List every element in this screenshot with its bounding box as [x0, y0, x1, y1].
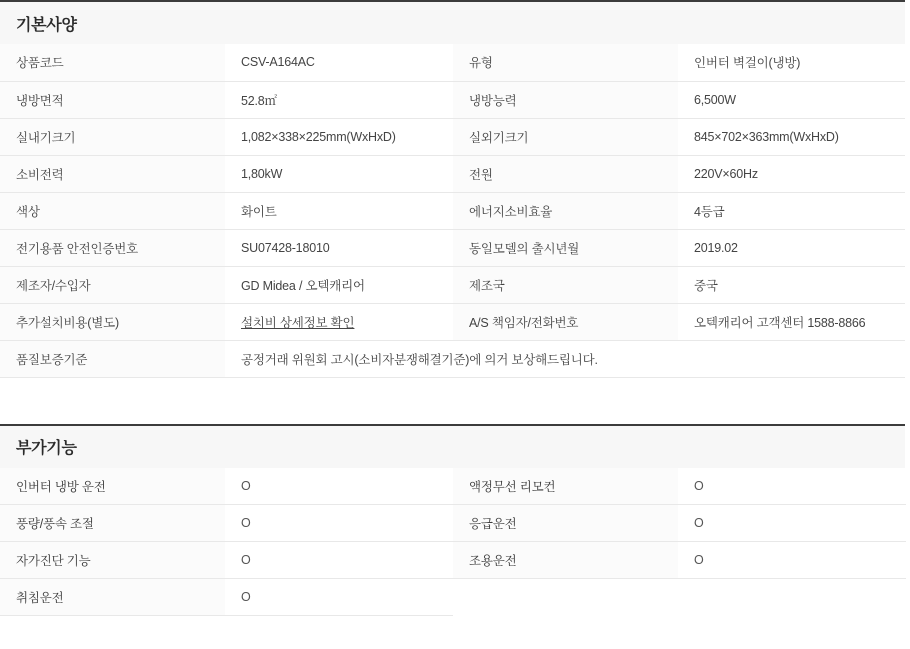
spec-label: 소비전력 [0, 155, 225, 192]
spec-label: 에너지소비효율 [453, 192, 678, 229]
spec-label: 제조자/수입자 [0, 266, 225, 303]
feature-value: O [225, 579, 453, 616]
spec-value: GD Midea / 오텍캐리어 [225, 266, 453, 303]
feature-value: O [225, 468, 453, 505]
spec-label: 동일모델의 출시년월 [453, 229, 678, 266]
spec-label: 유형 [453, 44, 678, 81]
feature-label: 조용운전 [453, 542, 678, 579]
spec-value: 52.8㎡ [225, 81, 453, 118]
spec-label: 냉방능력 [453, 81, 678, 118]
section-title: 기본사양 [16, 16, 77, 34]
spec-value: 화이트 [225, 192, 453, 229]
table-row [0, 266, 905, 303]
table-row [0, 340, 905, 377]
table-row [0, 303, 905, 340]
table-row [0, 81, 905, 118]
feature-label: 액정무선 리모컨 [453, 468, 678, 505]
table-row [0, 229, 905, 266]
spec-label: 상품코드 [0, 44, 225, 81]
feature-label: 응급운전 [453, 505, 678, 542]
spec-label: 제조국 [453, 266, 678, 303]
table-row [0, 579, 906, 616]
feature-section [0, 424, 905, 617]
feature-value: O [225, 505, 453, 542]
feature-label: 인버터 냉방 운전 [0, 468, 225, 505]
spec-value: 중국 [678, 266, 905, 303]
spec-label: 전원 [453, 155, 678, 192]
feature-value: O [225, 542, 453, 579]
spec-value: 4등급 [678, 192, 905, 229]
feature-label: 취침운전 [0, 579, 225, 616]
table-row [0, 468, 906, 505]
spec-value: 6,500W [678, 81, 905, 118]
spec-label: 실내기크기 [0, 118, 225, 155]
spec-value: 공정거래 위원회 고시(소비자분쟁해결기준)에 의거 보상해드립니다. [225, 340, 905, 377]
install-fee-detail-link[interactable]: 설치비 상세정보 확인 [241, 315, 355, 330]
section-divider-space [0, 378, 910, 424]
spec-value: 인버터 벽걸이(냉방) [678, 44, 905, 81]
spec-value: 1,082×338×225mm(WxHxD) [225, 118, 453, 155]
spec-value-link-cell [225, 303, 453, 340]
table-row [0, 155, 905, 192]
feature-value: O [678, 505, 906, 542]
spec-value: 845×702×363mm(WxHxD) [678, 118, 905, 155]
spec-label: 냉방면적 [0, 81, 225, 118]
feature-label: 자가진단 기능 [0, 542, 225, 579]
spec-value: 220V×60Hz [678, 155, 905, 192]
feature-section-header [0, 424, 905, 468]
basic-spec-table [0, 44, 905, 378]
feature-table [0, 468, 906, 617]
basic-spec-header [0, 0, 905, 44]
spec-label: 추가설치비용(별도) [0, 303, 225, 340]
spec-label: 실외기크기 [453, 118, 678, 155]
feature-value: O [678, 468, 906, 505]
spec-value: SU07428-18010 [225, 229, 453, 266]
section-title: 부가기능 [16, 440, 77, 457]
spec-label: 전기용품 안전인증번호 [0, 229, 225, 266]
spec-label: A/S 책임자/전화번호 [453, 303, 678, 340]
table-row [0, 118, 905, 155]
feature-label: 풍량/풍속 조절 [0, 505, 225, 542]
table-row [0, 192, 905, 229]
spec-value: 오텍캐리어 고객센터 1588-8866 [678, 303, 905, 340]
feature-value: O [678, 542, 906, 579]
spec-value: 2019.02 [678, 229, 905, 266]
spec-label: 품질보증기준 [0, 340, 225, 377]
spec-value: 1,80kW [225, 155, 453, 192]
feature-empty-cell [453, 579, 678, 616]
table-row [0, 44, 905, 81]
table-row [0, 542, 906, 579]
table-row [0, 505, 906, 542]
feature-empty-cell [678, 579, 906, 616]
spec-value: CSV-A164AC [225, 44, 453, 81]
spec-label: 색상 [0, 192, 225, 229]
